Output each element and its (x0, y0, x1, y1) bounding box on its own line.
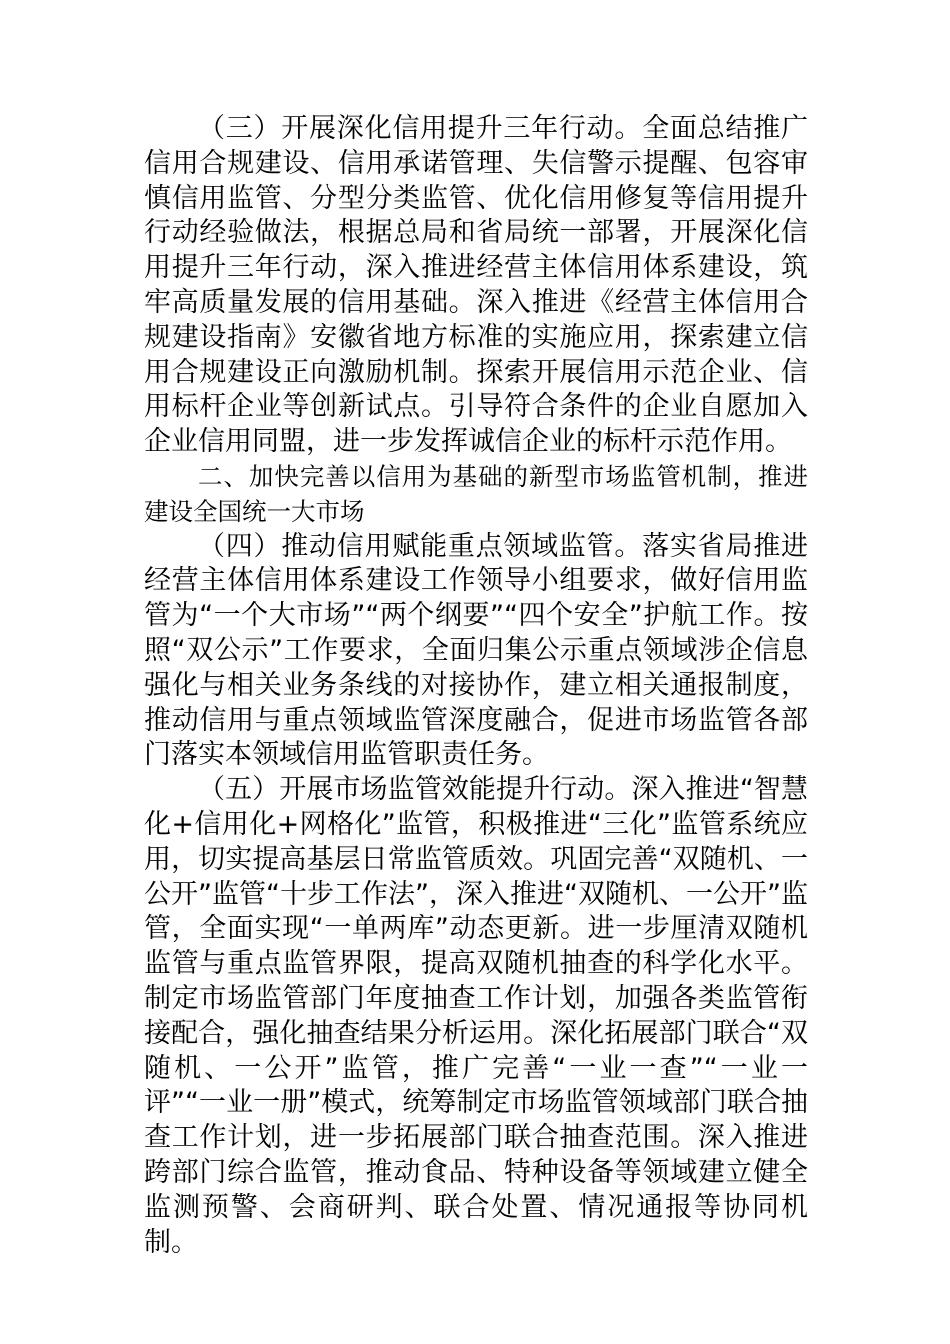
paragraph-efficiency-improvement: （五）开展市场监管效能提升行动。深入推进“智慧化+信用化+网格化”监管，积极推进“三化”监管系统应用，切实提高基层日常监管质效。巩固完善“双随机、一公开”监管“十步工作法”，深入推进“双随机、一公开”监管，全面实现“一单两库”动态更新。进一步厘清双随机监管与重点监管界限，提高双随机抽查的科学化水平。制定市场监管部门年度抽查工作计划，加强各类监管衔接配合，强化抽查结果分析运用。深化拓展部门联合“双随机、一公开”监管，推广完善“一业一查”“一业一评”“一业一册”模式，统筹制定市场监管领域部门联合抽查工作计划，进一步拓展部门联合抽查范围。深入推进跨部门综合监管，推动食品、特种设备等领域建立健全监测预警、会商研判、联合处置、情况通报等协同机制。 (144, 774, 808, 1258)
section-heading-two: 二、加快完善以信用为基础的新型市场监管机制，推进建设全国统一大市场 (144, 461, 808, 526)
paragraph-credit-improvement: （三）开展深化信用提升三年行动。全面总结推广信用合规建设、信用承诺管理、失信警示提醒、包容审慎信用监管、分型分类监管、优化信用修复等信用提升行动经验做法，根据总局和省局统一部署，开展深化信用提升三年行动，深入推进经营主体信用体系建设，筑牢高质量发展的信用基础。深入推进《经营主体信用合规建设指南》安徽省地方标准的实施应用，探索建立信用合规建设正向激励机制。探索开展信用示范企业、信用标杆企业等创新试点。引导符合条件的企业自愿加入企业信用同盟，进一步发挥诚信企业的标杆示范作用。 (144, 113, 808, 458)
paragraph-key-area-supervision: （四）推动信用赋能重点领域监管。落实省局推进经营主体信用体系建设工作领导小组要求，做好信用监管为“一个大市场”“两个纲要”“四个安全”护航工作。按照“双公示”工作要求，全面归集公示重点领域涉企信息强化与相关业务条线的对接协作，建立相关通报制度，推动信用与重点领域监管深度融合，促进市场监管各部门落实本领域信用监管职责任务。 (144, 530, 808, 771)
document-page (144, 112, 808, 1260)
